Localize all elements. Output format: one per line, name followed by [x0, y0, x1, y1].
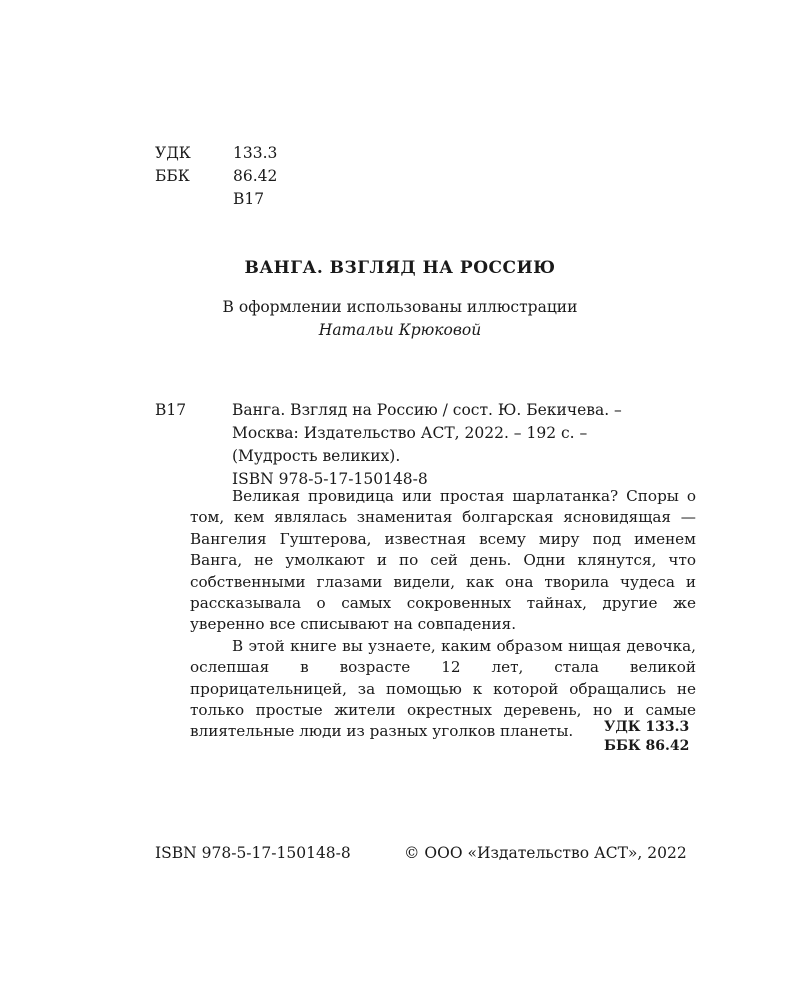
author-mark-row — [155, 188, 277, 211]
udk-row — [155, 142, 277, 165]
udk-value: 133.3 — [233, 144, 278, 162]
biblio-line: Ванга. Взгляд на Россию / сост. Ю. Бекичева. – — [232, 401, 622, 419]
footer-isbn: ISBN 978-5-17-150148-8 — [155, 844, 351, 862]
bibliographic-record — [232, 399, 622, 491]
udk-label: УДК — [155, 144, 191, 162]
biblio-mark: В17 — [155, 401, 187, 419]
biblio-line: Москва: Издательство АСТ, 2022. – 192 с. – — [232, 424, 588, 442]
annotation-paragraph: В этой книге вы узнаете, каким образом нищая девочка, ослепшая в возрасте 12 лет, стала великой прорицательницей, за помощью к которой обращались не только простые жители окрестных деревень, но и самые влиятельные люди из разных уголков планеты. — [190, 636, 696, 741]
annotation — [190, 486, 696, 743]
bbk-label: ББК — [155, 167, 190, 185]
annotation-paragraph: Великая провидица или простая шарлатанка? Споры о том, кем являлась знаменитая болгарская ясновидящая — Вангелия Гуштерова, известная всему миру под именем Ванга, не умолкают и по сей день. Одни клянутся, что собственными глазами видели, как она творила чудеса и рассказывала о самых сокровенных тайнах, другие же уверенно все списывают на совпадения. — [190, 487, 696, 634]
author-mark: В17 — [233, 190, 265, 208]
index-codes — [604, 718, 689, 756]
bbk-value: 86.42 — [233, 167, 278, 185]
credit-line: В оформлении использованы иллюстрации — [222, 298, 578, 316]
illustration-credit — [0, 296, 800, 342]
biblio-line: (Мудрость великих). — [232, 447, 401, 465]
copyright: © ООО «Издательство АСТ», 2022 — [404, 844, 687, 862]
index-bbk: ББК 86.42 — [604, 738, 690, 754]
classification-codes — [155, 142, 277, 211]
biblio-isbn: ISBN 978-5-17-150148-8 — [232, 470, 428, 488]
index-udk: УДК 133.3 — [604, 719, 690, 735]
bbk-row — [155, 165, 277, 188]
book-title: ВАНГА. ВЗГЛЯД НА РОССИЮ — [244, 258, 556, 278]
illustrator-name: Натальи Крюковой — [318, 321, 482, 339]
